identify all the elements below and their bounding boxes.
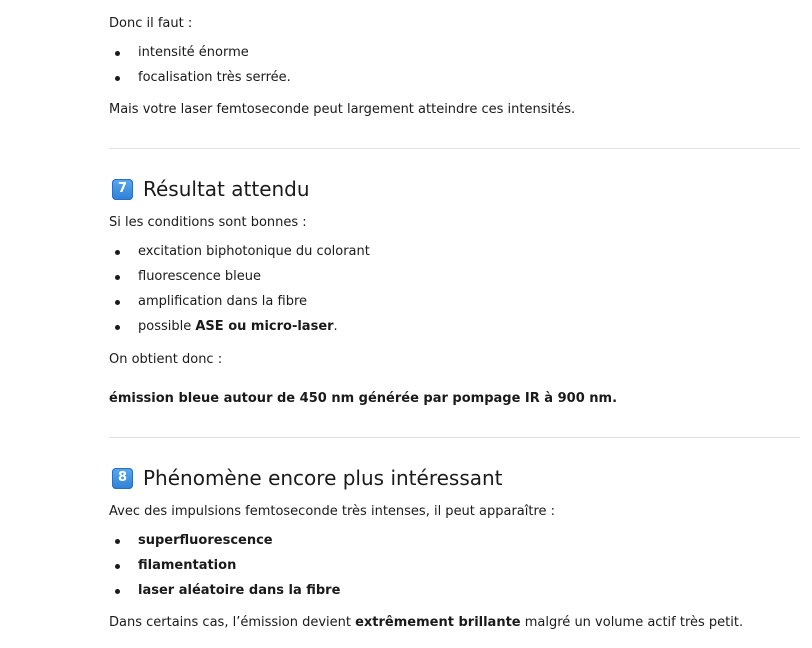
section-divider: [109, 437, 800, 438]
final-bold: extrêmement brillante: [355, 615, 521, 630]
list-item-text: possible: [138, 319, 196, 334]
section-7-heading: [109, 175, 310, 203]
list-item: excitation biphotonique du colorant: [109, 243, 370, 268]
section-8-final: [109, 614, 743, 632]
section-7-list: [109, 243, 370, 343]
list-item: intensité énorme: [109, 44, 291, 69]
keycap-8-icon: 8: [112, 468, 133, 489]
list-item-bold: ASE ou micro-laser: [195, 319, 334, 334]
final-prefix: Dans certains cas, l’émission devient: [109, 615, 356, 630]
list-item: fluorescence bleue: [109, 268, 370, 293]
intro-after: Mais votre laser femtoseconde peut largement atteindre ces intensités.: [109, 102, 576, 117]
intro-lead: Donc il faut :: [109, 16, 193, 31]
list-item: focalisation très serrée.: [109, 69, 291, 94]
final-suffix: malgré un volume actif très petit.: [520, 615, 744, 630]
list-item-bold: laser aléatoire dans la fibre: [138, 583, 341, 598]
list-item-suffix: .: [333, 319, 338, 334]
section-8-heading: [109, 464, 503, 492]
list-item: amplification dans la fibre: [109, 293, 370, 318]
list-item: [109, 582, 340, 607]
list-item: [109, 532, 340, 557]
section-8-list: [109, 532, 340, 607]
section-7-lead: Si les conditions sont bonnes :: [109, 215, 307, 230]
conclusion-bold: émission bleue autour de 450 nm générée par pompage IR à 900 nm.: [109, 391, 618, 406]
section-7-conclusion: [109, 390, 617, 408]
section-7-conclusion-lead: On obtient donc :: [109, 352, 223, 367]
keycap-7-icon: 7: [112, 179, 133, 200]
section-7-title: Résultat attendu: [143, 177, 310, 201]
list-item: [109, 318, 370, 343]
section-8-title: Phénomène encore plus intéressant: [143, 466, 503, 490]
list-item: [109, 557, 340, 582]
list-item-bold: superfluorescence: [138, 533, 273, 548]
list-item-bold: filamentation: [138, 558, 237, 573]
section-divider: [109, 148, 800, 149]
section-8-lead: Avec des impulsions femtoseconde très intenses, il peut apparaître :: [109, 504, 556, 519]
intro-list: [109, 44, 291, 94]
